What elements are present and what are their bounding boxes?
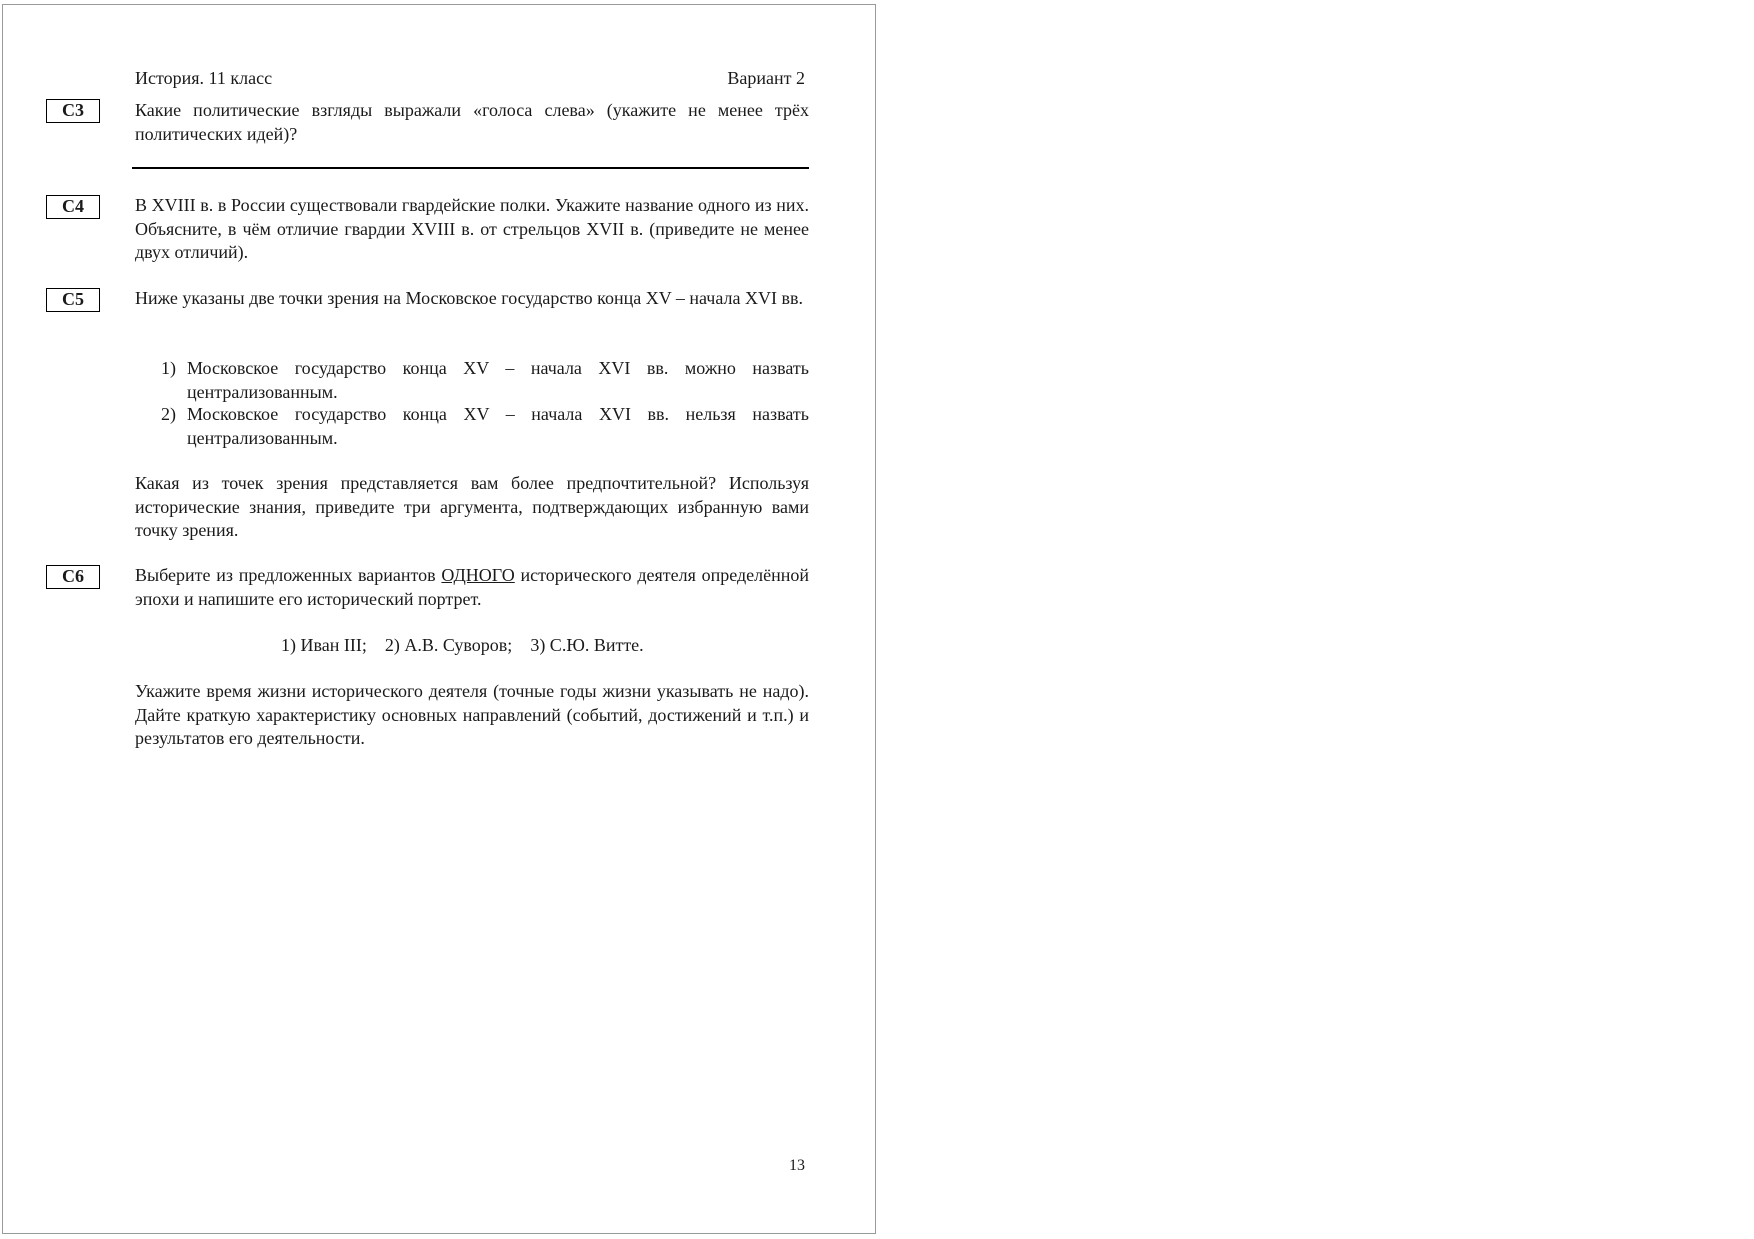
question-text-c4: В XVIII в. в России существовали гвардейские полки. Укажите название одного из них. Объясните, в чём отличие гвардии XVIII в. от стрельцов XVII в. (приведите не менее двух отличий).: [135, 195, 809, 262]
document-page: [2, 4, 876, 1234]
option-item: 2) А.В. Суворов;: [384, 635, 513, 655]
options-line: [281, 634, 644, 658]
question-label-c5: С5: [46, 288, 100, 312]
emphasized-word: ОДНОГО: [441, 565, 515, 585]
page-number: 13: [789, 1157, 805, 1174]
question-intro-c5: Ниже указаны две точки зрения на Московское государство конца XV – начала XVI вв.: [135, 288, 803, 308]
question-text-c5: Какая из точек зрения представляется вам более предпочтительной? Используя исторические знания, приведите три аргумента, подтверждающих избранную вами точку зрения.: [135, 473, 809, 540]
page-header-subject: История. 11 класс: [135, 68, 273, 88]
list-item-number: 1): [161, 358, 176, 378]
list-item: Московское государство конца XV – начала XVI вв. нельзя назвать централизованным.: [187, 404, 809, 448]
intro-text: исторического деятеля определённой эпохи и напишите его исторический портрет.: [135, 565, 810, 609]
question-label-c4: С4: [46, 195, 100, 219]
question-label-c6: С6: [46, 565, 100, 589]
question-text-c3: Какие политические взгляды выражали «голоса слева» (укажите не менее трёх политических идей)?: [135, 100, 809, 144]
option-item: 1) Иван III;: [281, 635, 367, 655]
question-task-c6: Укажите время жизни исторического деятеля (точные годы жизни указывать не надо). Дайте краткую характеристику основных направлений (событий, достижений и т.п.) и результатов его деятельности.: [135, 681, 809, 748]
option-item: 3) С.Ю. Витте.: [530, 635, 644, 655]
question-intro-c6: [135, 564, 809, 611]
answer-line: [132, 167, 809, 169]
page-header-variant: Вариант 2: [727, 68, 805, 88]
list-item: Московское государство конца XV – начала XVI вв. можно назвать централизованным.: [187, 358, 809, 402]
question-label-c3: С3: [46, 99, 100, 123]
list-item-number: 2): [161, 404, 176, 424]
intro-text: Выберите из предложенных вариантов: [135, 565, 442, 585]
